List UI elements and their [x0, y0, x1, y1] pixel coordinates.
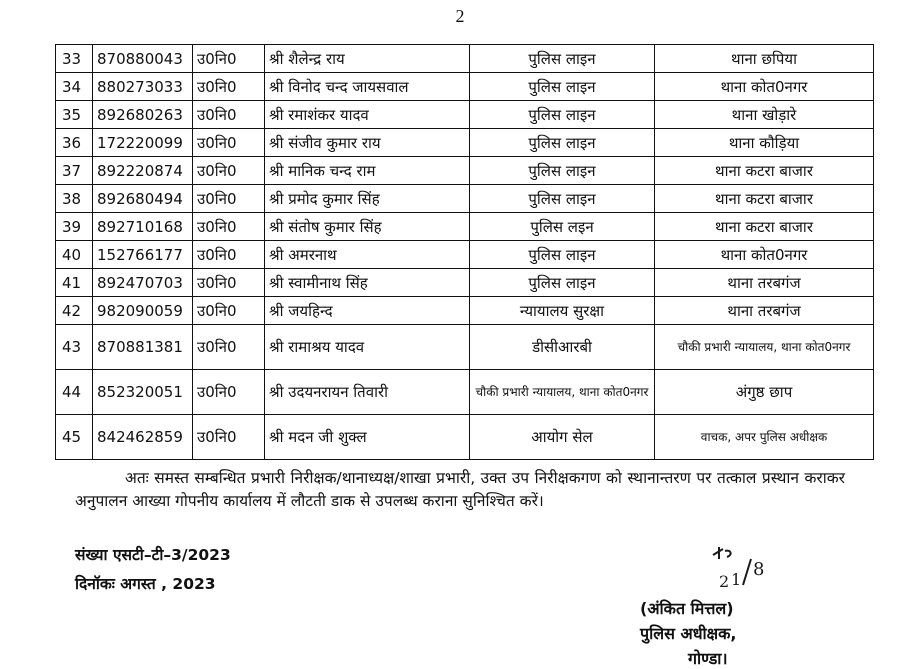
body-paragraph: अतः समस्त सम्बन्धित प्रभारी निरीक्षक/थानाध्यक्ष/शाखा प्रभारी, उक्त उप निरीक्षकगण को स्थानान्तरण पर तत्काल प्रस्थान कराकर अनुपालन आख्या गोपनीय कार्यालय में लौटती डाक से उपलब्ध कराना सुनिश्चित करें।	[75, 469, 845, 510]
serial-number-cell: 43	[56, 325, 93, 370]
pno-cell: 892710168	[93, 213, 193, 241]
name-cell: श्री शैलेन्द्र राय	[265, 45, 470, 73]
serial-number-cell: 41	[56, 269, 93, 297]
name-cell: श्री अमरनाथ	[265, 241, 470, 269]
rank-cell: उ0नि0	[193, 370, 265, 415]
from-posting-cell: पुलिस लाइन	[470, 185, 655, 213]
table-row	[56, 129, 874, 157]
name-cell: श्री संजीव कुमार राय	[265, 129, 470, 157]
table-body	[56, 45, 874, 460]
rank-cell: उ0नि0	[193, 325, 265, 370]
from-posting-cell: पुलिस लाइन	[470, 73, 655, 101]
to-posting-cell: थाना कोत0नगर	[655, 73, 874, 101]
table-row	[56, 297, 874, 325]
to-posting-cell: अंगुष्ठ छाप	[655, 370, 874, 415]
serial-number-cell: 33	[56, 45, 93, 73]
name-cell: श्री स्वामीनाथ सिंह	[265, 269, 470, 297]
from-posting-cell: पुलिस लाइन	[470, 101, 655, 129]
rank-cell: उ0नि0	[193, 241, 265, 269]
table-row	[56, 241, 874, 269]
rank-cell: उ0नि0	[193, 269, 265, 297]
table-row	[56, 45, 874, 73]
pno-cell: 880273033	[93, 73, 193, 101]
to-posting-cell: थाना छपिया	[655, 45, 874, 73]
pno-cell: 982090059	[93, 297, 193, 325]
from-posting-cell: चौकी प्रभारी न्यायालय, थाना कोत0नगर	[470, 370, 655, 415]
to-posting-cell: थाना कोत0नगर	[655, 241, 874, 269]
from-posting-cell: पुलिस लाइन	[470, 45, 655, 73]
signatory-place: गोण्डा।	[688, 649, 728, 668]
pno-cell: 870880043	[93, 45, 193, 73]
rank-cell: उ0नि0	[193, 297, 265, 325]
from-posting-cell: आयोग सेल	[470, 415, 655, 460]
serial-number-cell: 39	[56, 213, 93, 241]
to-posting-cell: चौकी प्रभारी न्यायालय, थाना कोत0नगर	[655, 325, 874, 370]
serial-number-cell: 42	[56, 297, 93, 325]
signatory-designation: पुलिस अधीक्षक,	[640, 624, 737, 643]
rank-cell: उ0नि0	[193, 415, 265, 460]
svg-text:2: 2	[719, 572, 730, 591]
serial-number-cell: 40	[56, 241, 93, 269]
rank-cell: उ0नि0	[193, 157, 265, 185]
rank-cell: उ0नि0	[193, 185, 265, 213]
serial-number-cell: 35	[56, 101, 93, 129]
to-posting-cell: थाना कटरा बाजार	[655, 185, 874, 213]
rank-cell: उ0नि0	[193, 129, 265, 157]
signatory-name: (अंकित मित्तल)	[640, 599, 734, 618]
serial-number-cell: 45	[56, 415, 93, 460]
table-row	[56, 213, 874, 241]
handwritten-signature	[705, 545, 775, 595]
serial-number-cell: 36	[56, 129, 93, 157]
name-cell: श्री मानिक चन्द राम	[265, 157, 470, 185]
serial-number-cell: 44	[56, 370, 93, 415]
from-posting-cell: पुलिस लाइन	[470, 241, 655, 269]
transfer-table	[55, 44, 874, 460]
serial-number-cell: 37	[56, 157, 93, 185]
to-posting-cell: थाना कटरा बाजार	[655, 213, 874, 241]
table-row	[56, 185, 874, 213]
pno-cell: 892680263	[93, 101, 193, 129]
table-row	[56, 325, 874, 370]
table-row	[56, 157, 874, 185]
to-posting-cell: थाना तरबगंज	[655, 297, 874, 325]
table-row	[56, 101, 874, 129]
from-posting-cell: पुलिस लाइन	[470, 157, 655, 185]
pno-cell: 870881381	[93, 325, 193, 370]
from-posting-cell: न्यायालय सुरक्षा	[470, 297, 655, 325]
reference-date: दिनॉकः अगस्त , 2023	[75, 575, 216, 593]
table-row	[56, 370, 874, 415]
name-cell: श्री विनोद चन्द जायसवाल	[265, 73, 470, 101]
svg-text:1: 1	[731, 570, 742, 589]
from-posting-cell: डीसीआरबी	[470, 325, 655, 370]
page-number: 2	[455, 6, 465, 26]
rank-cell: उ0नि0	[193, 73, 265, 101]
rank-cell: उ0नि0	[193, 101, 265, 129]
from-posting-cell: पुलिस लाइन	[470, 269, 655, 297]
name-cell: श्री मदन जी शुक्ल	[265, 415, 470, 460]
reference-number: संख्या एसटी–टी–3/2023	[75, 546, 231, 564]
name-cell: श्री जयहिन्द	[265, 297, 470, 325]
svg-text:8: 8	[753, 559, 765, 580]
pno-cell: 842462859	[93, 415, 193, 460]
pno-cell: 892470703	[93, 269, 193, 297]
from-posting-cell: पुलिस लाइन	[470, 129, 655, 157]
table-row	[56, 73, 874, 101]
name-cell: श्री उदयनरायन तिवारी	[265, 370, 470, 415]
rank-cell: उ0नि0	[193, 213, 265, 241]
from-posting-cell: पुलिस लइन	[470, 213, 655, 241]
to-posting-cell: थाना कटरा बाजार	[655, 157, 874, 185]
pno-cell: 172220099	[93, 129, 193, 157]
to-posting-cell: थाना कौड़िया	[655, 129, 874, 157]
to-posting-cell: थाना खोड़ारे	[655, 101, 874, 129]
pno-cell: 152766177	[93, 241, 193, 269]
name-cell: श्री प्रमोद कुमार सिंह	[265, 185, 470, 213]
name-cell: श्री रामाश्रय यादव	[265, 325, 470, 370]
pno-cell: 892220874	[93, 157, 193, 185]
to-posting-cell: वाचक, अपर पुलिस अधीक्षक	[655, 415, 874, 460]
table-row	[56, 415, 874, 460]
to-posting-cell: थाना तरबगंज	[655, 269, 874, 297]
pno-cell: 892680494	[93, 185, 193, 213]
serial-number-cell: 38	[56, 185, 93, 213]
serial-number-cell: 34	[56, 73, 93, 101]
rank-cell: उ0नि0	[193, 45, 265, 73]
name-cell: श्री संतोष कुमार सिंह	[265, 213, 470, 241]
name-cell: श्री रमाशंकर यादव	[265, 101, 470, 129]
table-row	[56, 269, 874, 297]
pno-cell: 852320051	[93, 370, 193, 415]
